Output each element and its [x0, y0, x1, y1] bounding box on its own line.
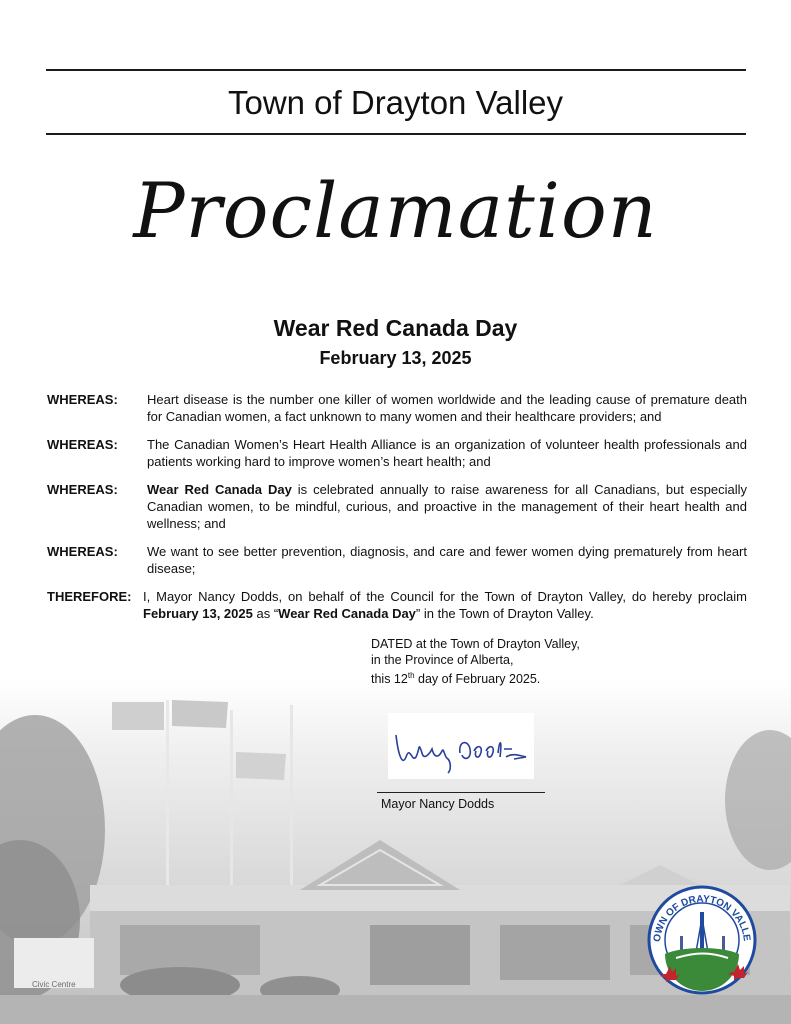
whereas-clause — [47, 481, 747, 532]
bottom-rule — [46, 133, 746, 135]
dated-line-3-pre: this 12 — [371, 672, 408, 687]
dated-line-3-sup: th — [407, 671, 415, 680]
clause-text-rest: is celebrated annually to raise awareness for all Canadians, but especially Canadian women, to be mindful, curious, and proactive in the management of their heart health and wellness; and — [147, 482, 747, 531]
top-rule — [46, 69, 746, 71]
event-date: February 13, 2025 — [319, 348, 472, 368]
clause-label: WHEREAS: — [47, 482, 118, 497]
whereas-clause — [47, 543, 747, 577]
clause-text — [147, 481, 747, 532]
event-name: Wear Red Canada Day — [273, 315, 518, 341]
clauses-list — [47, 391, 747, 633]
clause-text: We want to see better prevention, diagnosis, and care and fewer women dying prematurely from heart disease; — [147, 544, 747, 576]
therefore-part2: as “ — [252, 606, 279, 621]
signature-scribble — [388, 713, 534, 779]
town-title: Town of Drayton Valley — [227, 84, 564, 121]
whereas-clause — [47, 436, 747, 470]
therefore-part1: I, Mayor Nancy Dodds, on behalf of the Council for the Town of Drayton Valley, do hereby proclaim — [143, 589, 747, 604]
therefore-clause — [47, 588, 747, 622]
clause-label: WHEREAS: — [47, 437, 118, 452]
dated-block — [371, 637, 580, 688]
therefore-bold-event: Wear Red Canada Day — [278, 606, 416, 621]
town-logo — [646, 884, 758, 996]
signature-image — [388, 713, 534, 779]
whereas-clause — [47, 391, 747, 425]
town-logo-graphic — [646, 884, 758, 996]
clause-label: WHEREAS: — [47, 544, 118, 559]
dated-line-2: in the Province of Alberta, — [371, 652, 514, 667]
proclamation-heading: Proclamation — [133, 166, 658, 255]
logo-ring-text: OWN OF DRAYTON VALLE — [651, 893, 752, 943]
signatory-name: Mayor Nancy Dodds — [381, 797, 495, 811]
clause-text: Heart disease is the number one killer of women worldwide and the leading cause of premature death for Canadian women, a fact unknown to many women and their healthcare providers; and — [147, 392, 747, 424]
clause-text: The Canadian Women’s Heart Health Alliance is an organization of volunteer health professionals and patients working hard to improve women’s heart health; and — [147, 437, 747, 469]
clause-label: WHEREAS: — [47, 392, 118, 407]
signature-line — [377, 792, 545, 793]
therefore-part3: ” in the Town of Drayton Valley. — [415, 606, 594, 621]
therefore-bold-date: February 13, 2025 — [143, 606, 253, 621]
building-sign: Civic Centre — [32, 980, 76, 989]
dated-line-1: DATED at the Town of Drayton Valley, — [371, 637, 580, 651]
therefore-text — [143, 588, 747, 622]
therefore-label: THEREFORE: — [47, 589, 132, 604]
clause-bold-lead: Wear Red Canada Day — [147, 482, 292, 497]
dated-line-3 — [371, 668, 580, 688]
dated-line-3-post: day of February 2025. — [414, 672, 541, 687]
